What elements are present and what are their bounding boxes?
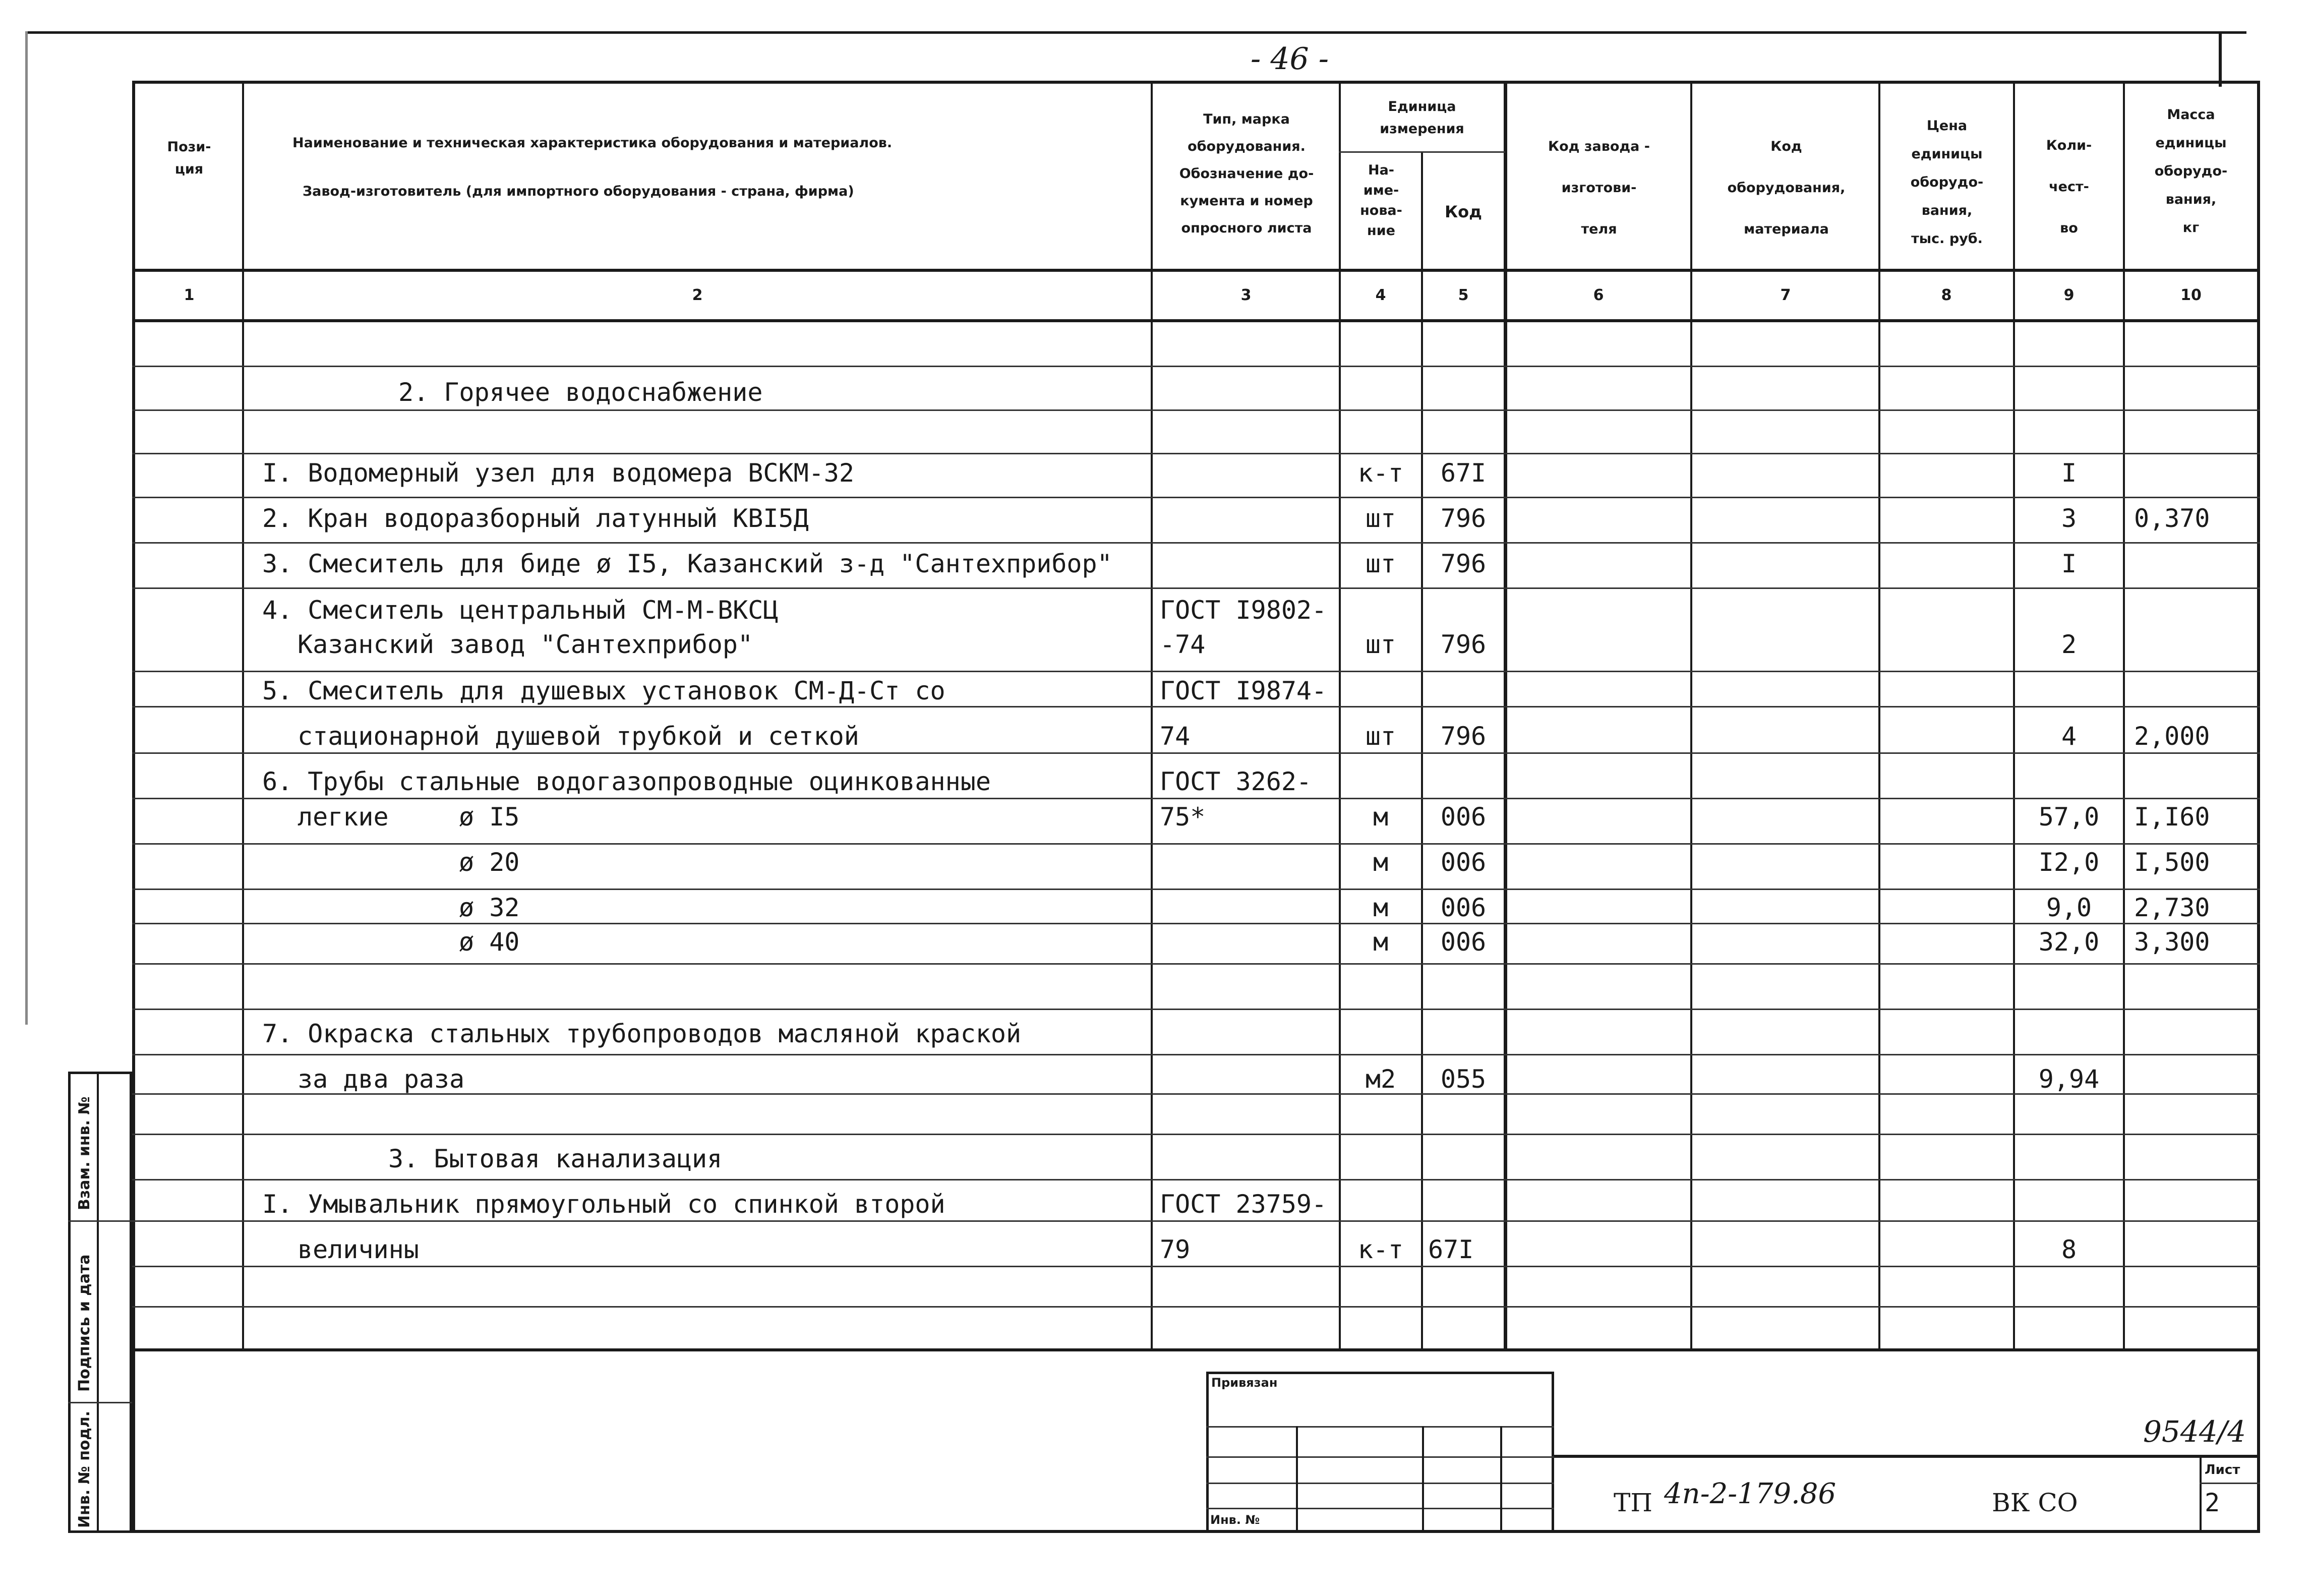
item-unit-code: 67I (1428, 1235, 1474, 1264)
outer-left-tick (25, 31, 28, 1025)
item-unit: шт (1365, 722, 1396, 751)
outer-top-line (28, 31, 2246, 34)
item-name-cont: за два раза (298, 1065, 465, 1094)
item-quantity: 32,0 (2038, 927, 2100, 957)
item-mass: 3,300 (2134, 927, 2210, 957)
item-unit-code: 67I (1440, 458, 1487, 488)
inventory-number-label: Инв. № (1210, 1513, 1260, 1527)
side-label-inv-podl: Инв. № подл. (76, 1410, 93, 1528)
col-number: 8 (1941, 286, 1952, 304)
item-doc: ГОСТ 23759- (1160, 1190, 1327, 1219)
item-unit-code: 055 (1440, 1065, 1487, 1094)
item-unit-code: 796 (1440, 630, 1487, 659)
item-unit-code: 796 (1440, 722, 1487, 751)
item-unit-code: 006 (1440, 802, 1487, 832)
item-unit-code: 006 (1440, 893, 1487, 922)
col-number: 10 (2180, 286, 2202, 304)
header-name-line2: Завод-изготовитель (для импортного оборудования - страна, фирма) (303, 184, 854, 199)
item-unit-code: 796 (1440, 504, 1487, 533)
item-quantity: 3 (2061, 504, 2077, 533)
outer-right-line (2219, 31, 2222, 87)
item-name-cont: Казанский завод "Сантехприбор" (298, 630, 753, 659)
item-name-cont: легкие (298, 802, 389, 832)
header-position: Пози- ция (167, 139, 211, 177)
item-unit: м (1373, 848, 1389, 877)
item-mass: 2,730 (2134, 893, 2210, 922)
col-number: 9 (2063, 286, 2075, 304)
item-unit: шт (1365, 549, 1396, 578)
item-unit: шт (1365, 630, 1396, 659)
item-mass: I,I60 (2134, 802, 2210, 832)
item-unit: к-т (1357, 1235, 1404, 1264)
sheet-label: Лист (2205, 1462, 2240, 1477)
item-quantity: 57,0 (2038, 802, 2100, 832)
side-label-podpis: Подпись и дата (76, 1254, 93, 1392)
item-name: 5. Смеситель для душевых установок СМ-Д-Ст со (262, 676, 945, 705)
item-quantity: I (2061, 458, 2077, 488)
item-quantity: 2 (2061, 630, 2077, 659)
page-number: - 46 - (1251, 41, 1329, 77)
item-doc-cont: 74 (1160, 722, 1191, 751)
header-factory-code: Код завода - изготови- теля (1548, 139, 1650, 237)
item-quantity: I (2061, 549, 2077, 578)
item-unit-code: 006 (1440, 927, 1487, 957)
item-name: 4. Смеситель центральный СМ-М-ВКСЦ (262, 596, 779, 625)
item-name-cont: величины (298, 1235, 419, 1264)
item-unit: м (1373, 927, 1389, 957)
item-name-cont: стационарной душевой трубкой и сеткой (298, 722, 859, 751)
item-unit-code: 006 (1440, 848, 1487, 877)
section-title-hot-water: 2. Горячее водоснабжение (398, 378, 763, 407)
col-number: 5 (1458, 286, 1469, 304)
section-title-sewage: 3. Бытовая канализация (388, 1144, 723, 1173)
side-label-vzam: Взам. инв. № (76, 1096, 93, 1210)
item-unit: шт (1365, 504, 1396, 533)
item-doc-cont: 79 (1160, 1235, 1191, 1264)
item-name: 7. Окраска стальных трубопроводов масляной краской (262, 1019, 1022, 1048)
header-unit-group: Единица измерения (1380, 99, 1464, 137)
col-number: 2 (692, 286, 703, 304)
item-doc: ГОСТ I9874- (1160, 676, 1327, 705)
item-quantity: 8 (2061, 1235, 2077, 1264)
item-name: I. Умывальник прямоугольный со спинкой второй (262, 1190, 945, 1219)
section-code: ВК СО (1992, 1488, 2078, 1517)
item-name: 3. Смеситель для биде ø I5, Казанский з-д "Сантехприбор" (262, 549, 1112, 578)
item-name: 6. Трубы стальные водогазопроводные оцинкованные (262, 767, 991, 796)
item-unit-code: 796 (1440, 549, 1487, 578)
col-number: 7 (1780, 286, 1791, 304)
header-equipment-code: Код оборудования, материала (1727, 139, 1846, 237)
item-mass: 2,000 (2134, 722, 2210, 751)
archive-number: 9544/4 (2143, 1414, 2246, 1449)
item-quantity: I2,0 (2038, 848, 2100, 877)
header-unit-name: На- име- нова- ние (1360, 162, 1402, 239)
item-doc-cont: 75* (1160, 802, 1206, 832)
binding-stamp-label: Привязан (1211, 1376, 1278, 1390)
item-quantity: 4 (2061, 722, 2077, 751)
col-number: 1 (184, 286, 195, 304)
item-name: I. Водомерный узел для водомера ВСКМ-32 (262, 458, 854, 488)
col-number: 6 (1593, 286, 1604, 304)
item-mass: 0,370 (2134, 504, 2210, 533)
item-doc: ГОСТ 3262- (1160, 767, 1312, 796)
pipe-diameter: ø 20 (459, 848, 520, 877)
pipe-diameter: ø I5 (459, 802, 520, 832)
header-mass: Масса единицы оборудо- вания, кг (2154, 107, 2228, 235)
doc-number: 4п-2-179.86 (1664, 1477, 1836, 1510)
item-name: 2. Кран водоразборный латунный КВI5Д (262, 504, 809, 533)
pipe-diameter: ø 32 (459, 893, 520, 922)
header-price: Цена единицы оборудо- вания, тыс. руб. (1910, 118, 1984, 247)
pipe-diameter: ø 40 (459, 927, 520, 957)
sheet-number: 2 (2205, 1488, 2220, 1517)
item-doc: ГОСТ I9802- (1160, 596, 1327, 625)
item-quantity: 9,0 (2046, 893, 2092, 922)
header-quantity: Коли- чест- во (2046, 138, 2092, 236)
item-quantity: 9,94 (2038, 1065, 2100, 1094)
col-number: 3 (1240, 286, 1252, 304)
item-unit: м (1373, 893, 1389, 922)
item-unit: к-т (1357, 458, 1404, 488)
doc-prefix: ТП (1614, 1488, 1652, 1517)
item-unit: м (1373, 802, 1389, 832)
item-unit: м2 (1365, 1065, 1396, 1094)
col-number: 4 (1375, 286, 1386, 304)
header-name-line1: Наименование и техническая характеристика оборудования и материалов. (292, 135, 893, 151)
header-type: Тип, марка оборудования. Обозначение до- кумента и номер опросного листа (1179, 111, 1314, 236)
item-mass: I,500 (2134, 848, 2210, 877)
item-doc-cont: -74 (1160, 630, 1206, 659)
header-unit-code: Код (1445, 202, 1482, 221)
